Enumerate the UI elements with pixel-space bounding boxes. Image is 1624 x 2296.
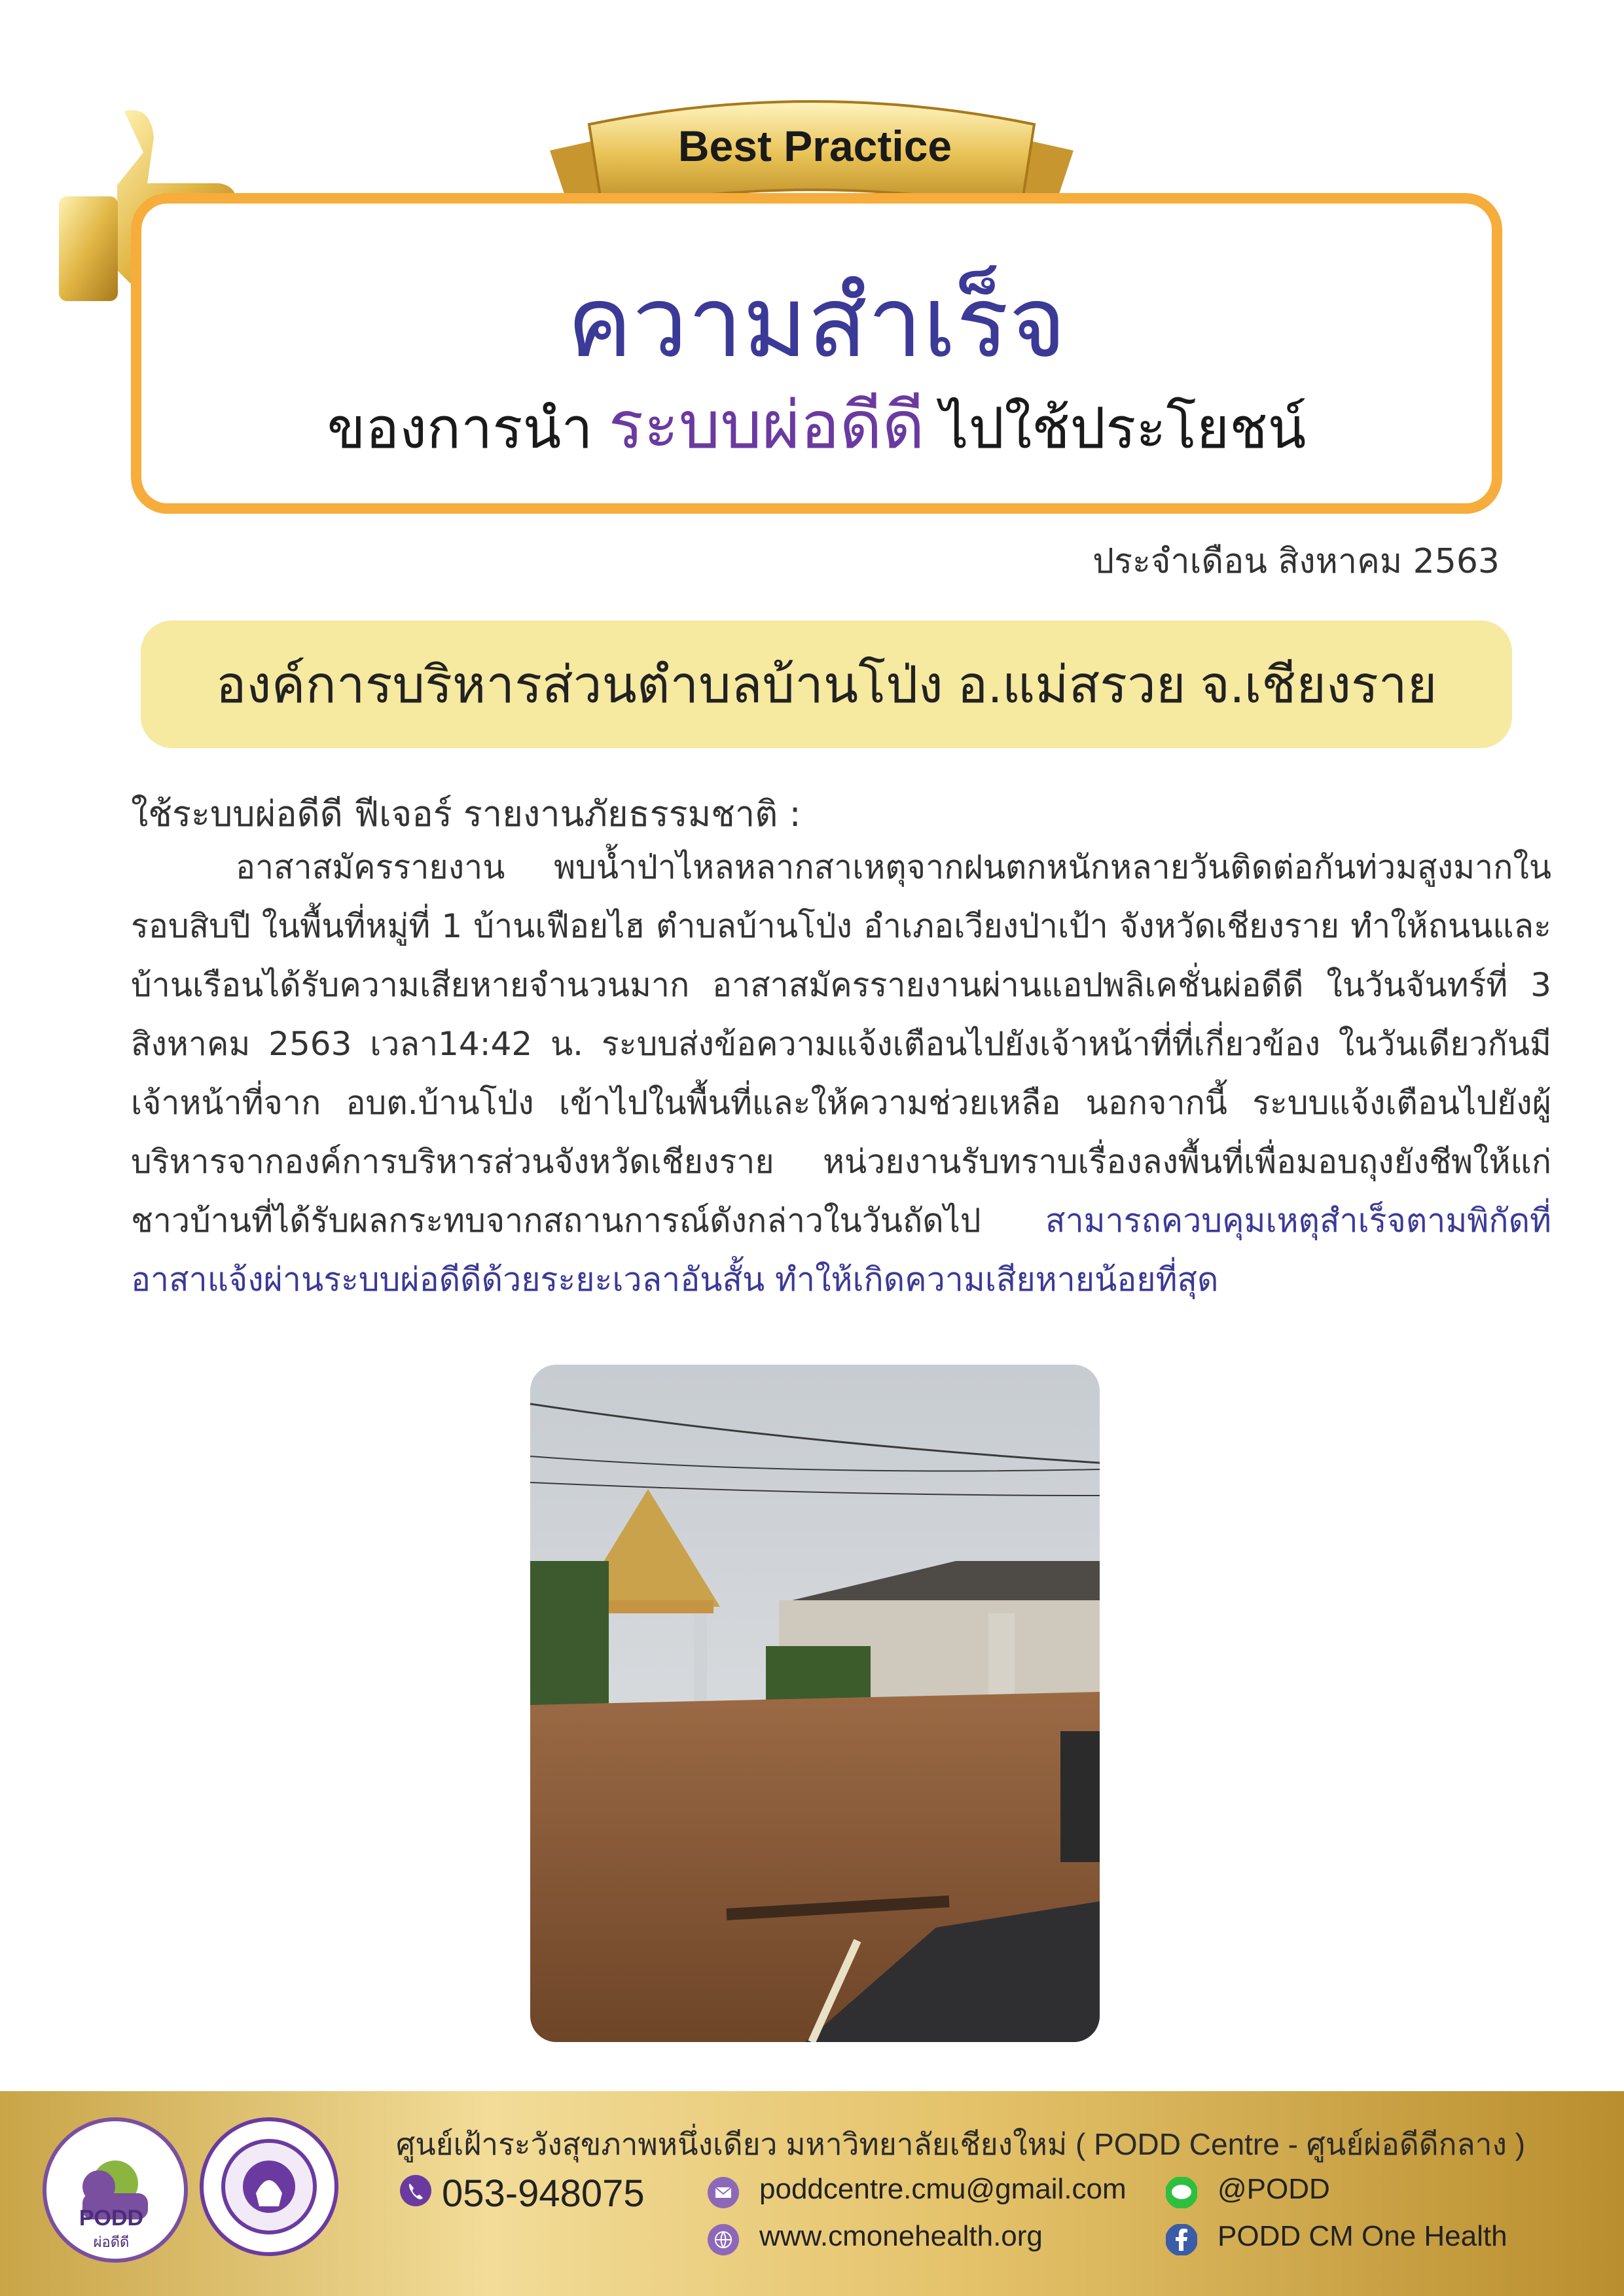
feature-heading: ใช้ระบบผ่อดีดี ฟีเจอร์ รายงานภัยธรรมชาติ :	[131, 793, 801, 834]
subtitle-prefix: ของการนำ	[327, 397, 593, 460]
report-highlight: สามารถควบคุมเหตุสำเร็จตามพิกัดที่อาสาแจ้งผ่านระบบผ่อดีดีด้วยระยะเวลาอันสั้น ทำให้เกิดความเสียหายน้อยที่สุด	[131, 1202, 1551, 1299]
organization-banner	[141, 620, 1512, 748]
elephant-seal-icon	[204, 2121, 334, 2252]
report-text: อาสาสมัครรายงาน พบน้ำป่าไหลหลากสาเหตุจากฝนตกหนักหลายวันติดต่อกันท่วมสูงมากในรอบสิบปี ในพื้นที่หมู่ที่ 1 บ้านเฟือยไฮ ตำบลบ้านโป่ง อำเภอเวียงป่าเป้า จังหวัดเชียงราย ทำให้ถนนและบ้านเรือนได้รับความเสียหายจำนวนมาก อาสาสมัครรายงานผ่านแอปพลิเคชั่นผ่อดีดี ในวันจันทร์ที่ 3 สิงหาคม 2563 เวลา14:42 น. ระบบส่งข้อความแจ้งเตือนไปยังเจ้าหน้าที่ที่เกี่ยวข้อง ในวันเดียวกันมีเจ้าหน้าที่จาก อบต.บ้านโป่ง เข้าไปในพื้นที่และให้ความช่วยเหลือ นอกจากนี้ ระบบแจ้งเตือนไปยังผู้บริหารจากองค์การบริหารส่วนจังหวัดเชียงราย หน่วยงานรับทราบเรื่องลงพื้นที่เพื่อมอบถุงยังชีพให้แก่ชาวบ้านที่ได้รับผลกระทบจากสถานการณ์ดังกล่าวในวันถัดไป	[131, 848, 1551, 1240]
facebook-page[interactable]: PODD CM One Health	[1218, 2220, 1507, 2252]
center-name: ศูนย์เฝ้าระวังสุขภาพหนึ่งเดียว มหาวิทยาลัยเชียงใหม่ ( PODD Centre - ศูนย์ผ่อดีดีกลาง )	[396, 2127, 1526, 2161]
email-icon	[707, 2176, 740, 2209]
website-link[interactable]: www.cmonehealth.org	[759, 2220, 1043, 2252]
subtitle-suffix: ไปใช้ประโยชน์	[940, 397, 1307, 460]
facebook-icon	[1165, 2223, 1198, 2256]
ribbon-label: Best Practice	[677, 122, 952, 170]
line-id[interactable]: @PODD	[1218, 2173, 1330, 2205]
email-address[interactable]: poddcentre.cmu@gmail.com	[759, 2173, 1127, 2205]
page-title: ความสำเร็จ	[566, 267, 1067, 377]
line-icon	[1165, 2176, 1198, 2209]
phone-icon	[399, 2174, 432, 2207]
podd-logo-sub: ผ่อดีดี	[93, 2234, 130, 2250]
month-label: ประจำเดือน สิงหาคม 2563	[1092, 542, 1500, 581]
subtitle-highlight: ระบบผ่อดีดี	[608, 389, 925, 462]
globe-icon	[707, 2223, 740, 2256]
report-body	[131, 838, 1551, 1309]
podd-logo-label: PODD	[79, 2206, 144, 2231]
phone-number[interactable]: 053-948075	[442, 2172, 645, 2215]
cmu-seal	[200, 2117, 338, 2256]
report-paragraph	[131, 838, 1551, 1309]
flood-photo	[530, 1365, 1100, 2042]
organization-name: องค์การบริหารส่วนตำบลบ้านโป่ง อ.แม่สรวย จ.เชียงราย	[215, 655, 1437, 713]
page-subtitle	[131, 386, 1502, 465]
